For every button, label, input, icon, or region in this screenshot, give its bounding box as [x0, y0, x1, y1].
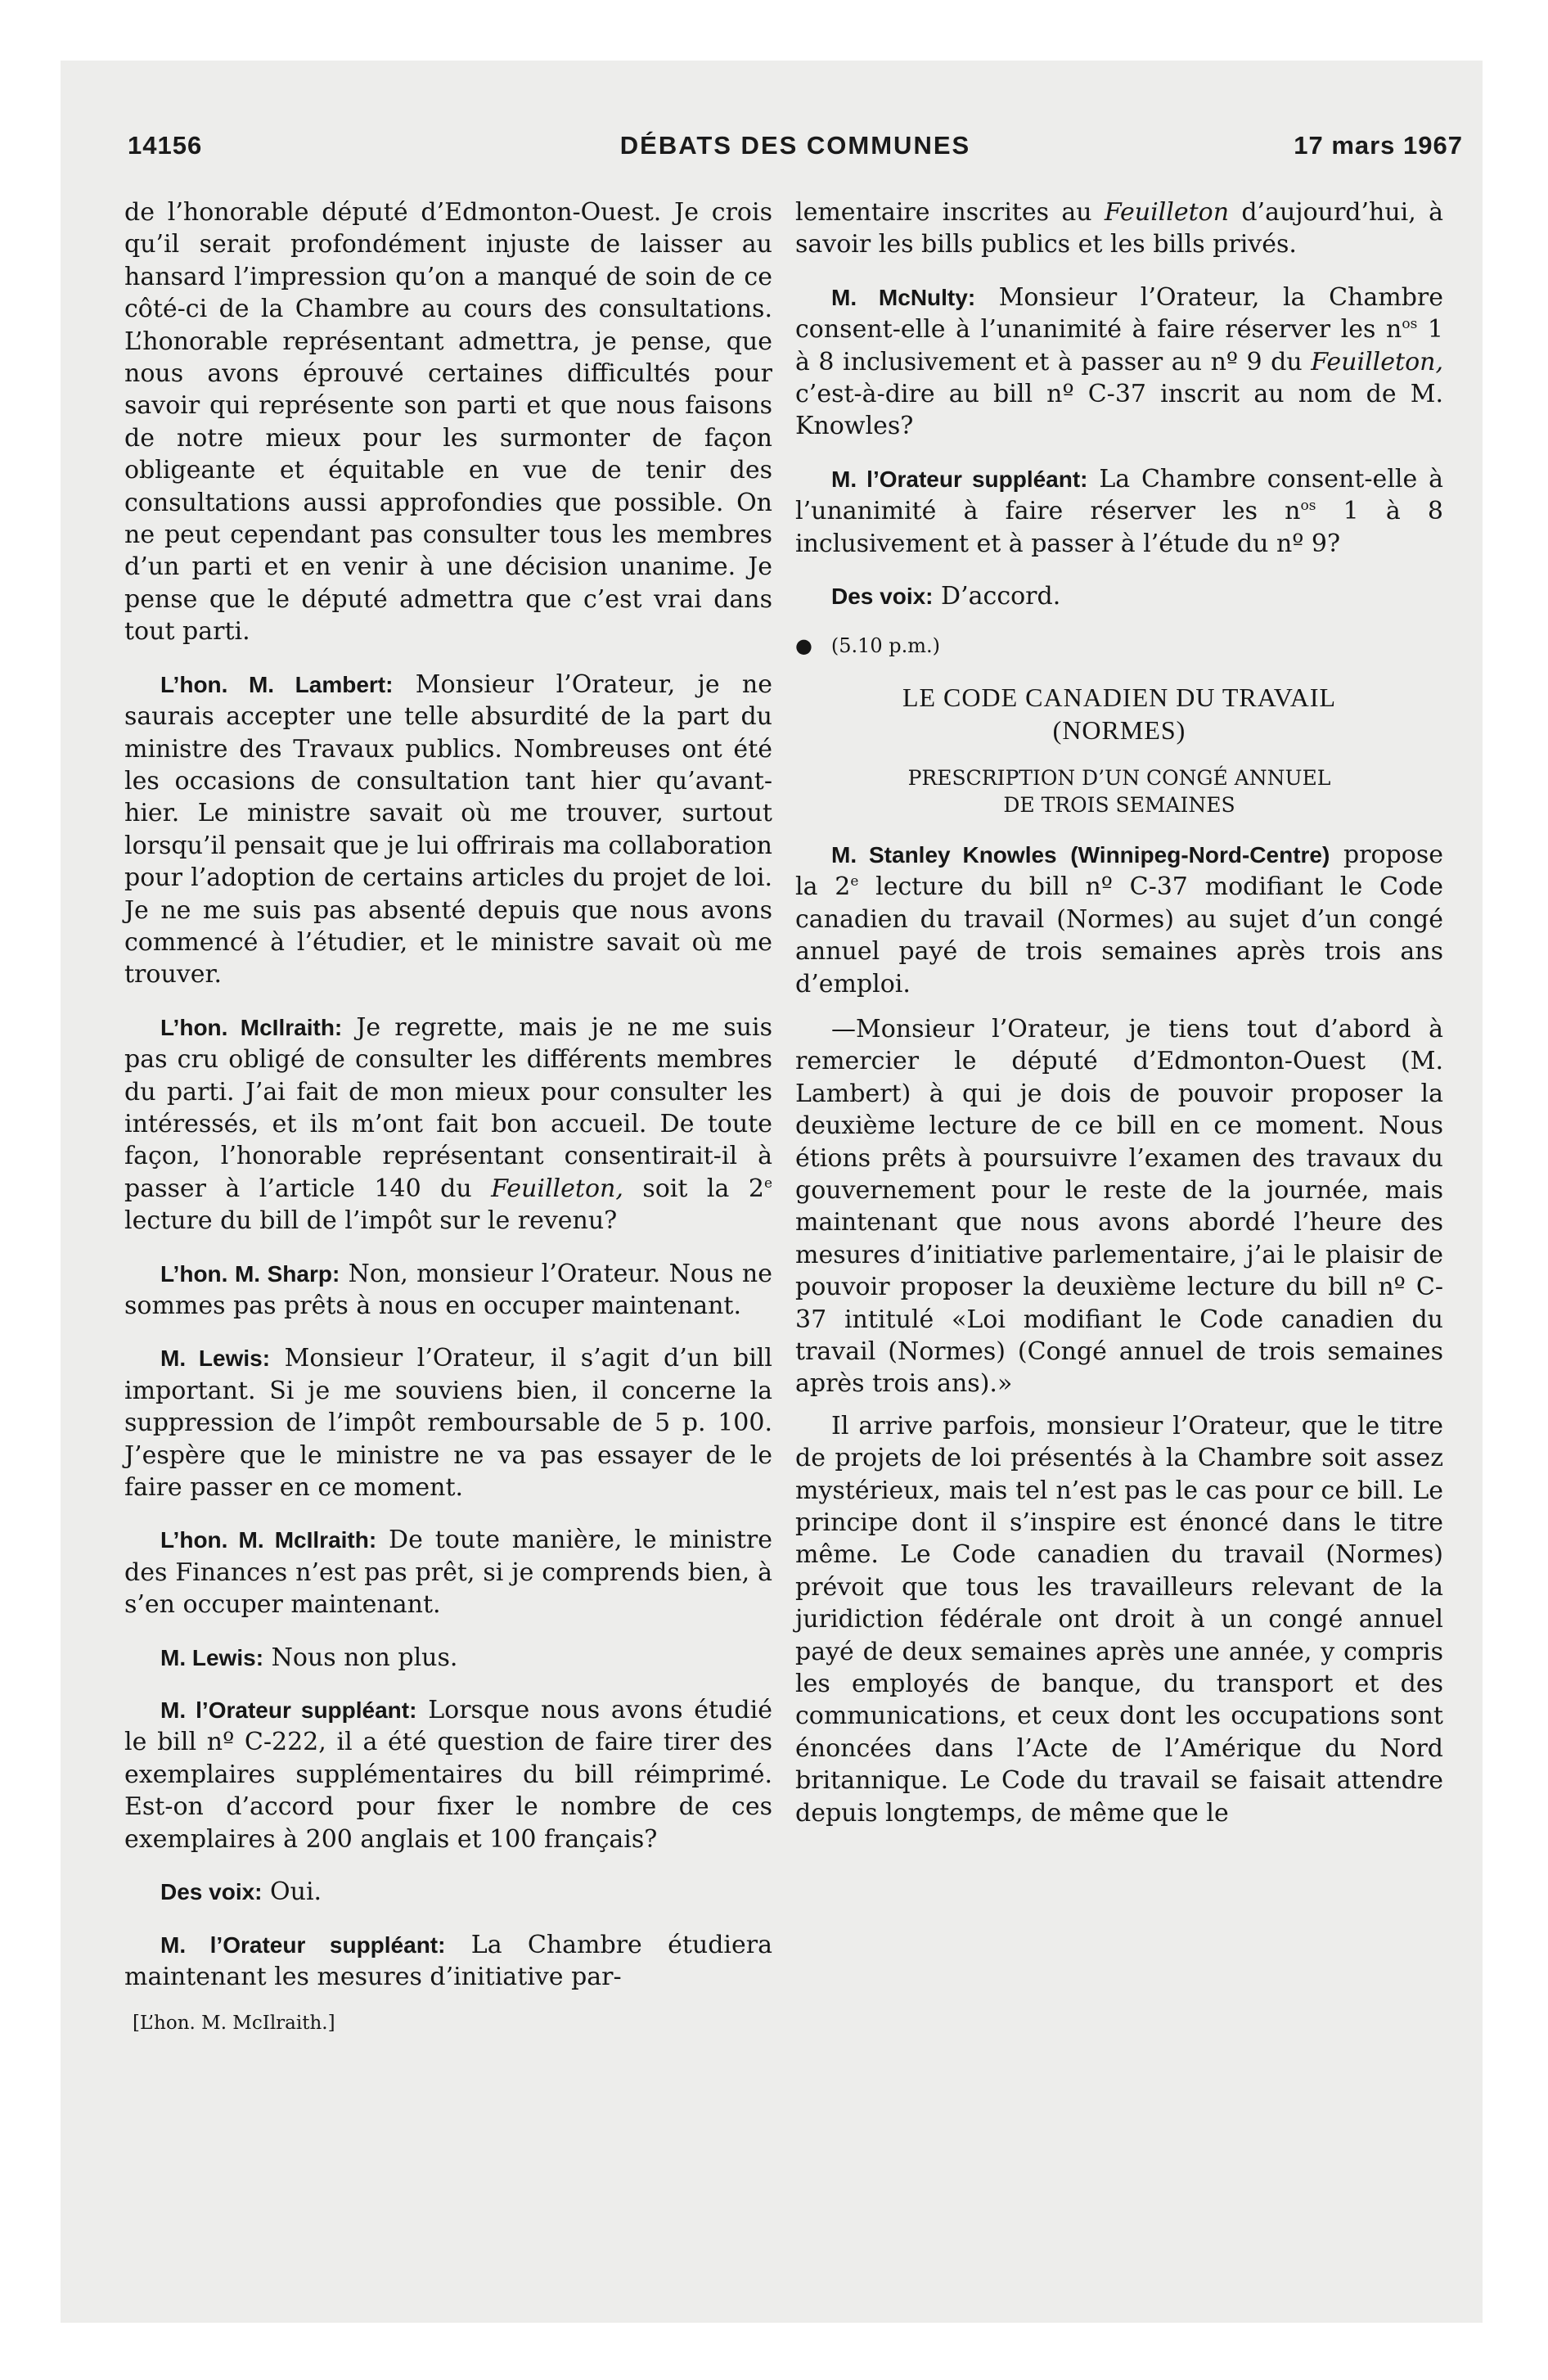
speech-text: Oui.	[270, 1877, 322, 1907]
heading-line: (NORMES)	[1052, 714, 1186, 745]
section-heading	[795, 681, 1443, 746]
page-date: 17 mars 1967	[1294, 131, 1463, 160]
paragraph	[124, 669, 772, 991]
text: lementaire inscrites au	[795, 198, 1105, 227]
speaker-name: L’hon. M. McIlraith:	[160, 1527, 377, 1553]
speech-text: De toute manière, le ministre des Finances n’est pas prêt, si je comprends bien, à s’en occuper maintenant.	[124, 1526, 773, 1620]
speech-text: propose la 2	[795, 840, 1443, 902]
text: d’aujourd’hui, à savoir les bills publics et les bills privés.	[795, 198, 1443, 259]
speaker-name: Des voix:	[831, 584, 934, 610]
speech-text: Monsieur l’Orateur, la Chambre consent-elle à l’unanimité à faire réserver les n	[795, 282, 1443, 345]
left-column	[124, 196, 772, 2040]
time-marker	[795, 630, 1443, 662]
speaker-footnote: [L’hon. M. McIlraith.]	[133, 2013, 335, 2035]
paragraph	[795, 839, 1443, 1000]
speaker-name: Des voix:	[160, 1879, 263, 1905]
speech-text: Nous non plus.	[271, 1643, 458, 1672]
speech-text: La Chambre consent-elle à l’unanimité à faire réserver les n	[795, 464, 1443, 526]
paragraph	[795, 282, 1443, 443]
italic-text: Feuilleton	[1104, 198, 1230, 227]
paragraph: —Monsieur l’Orateur, je tiens tout d’abord à remercier le député d’Edmonton-Ouest (M. Lambert) à qui je dois de pouvoir proposer la deuxième lecture de ce bill en ce moment. Nous étions prêts à poursuivre l’examen des travaux du gouvernement pour le reste de la journée, mais maintenant que nous avons abordé l’heure des mesures d’initiative parlementaire, j’ai le plaisir de pouvoir proposer la deuxième lecture du bill nº C-37 intitulé «Loi modifiant le Code canadien du travail (Normes) (Congé annuel de trois semaines après trois ans).»	[795, 1014, 1443, 1399]
speaker-riding: (Winnipeg-Nord-Centre)	[1070, 841, 1330, 868]
section-subheading	[795, 764, 1443, 818]
paragraph: de l’honorable député d’Edmonton-Ouest. Je crois qu’il serait profondément injuste de laisser au hansard l’impression qu’on a manqué de soin de ce côté-ci de la Chambre au cours des consultations. L’honorable représentant admettra, je pense, que nous avons éprouvé certaines difficultés pour savoir qui représente son parti et que nous faisons de notre mieux pour les surmonter de façon obligeante et équitable en vue de tenir des consultations aussi approfondies que possible. On ne peut cependant pas consulter tous les membres d’un parti et en venir à une décision unanime. Je pense que le député admettra que c’est vrai dans tout parti.	[124, 198, 772, 647]
publication-title: DÉBATS DES COMMUNES	[619, 131, 971, 160]
speech-text: Monsieur l’Orateur, il s’agit d’un bill important. Si je me souviens bien, il concerne la suppression de l’impôt remboursable de 5 p. 100. J’espère que le ministre ne va pas essayer de le faire passer en ce moment.	[124, 1344, 773, 1503]
speech-text: La Chambre étudiera maintenant les mesures d’initiative par-	[124, 1930, 772, 1991]
speaker-name: L’hon. McIlraith:	[160, 1014, 343, 1040]
paragraph	[124, 1929, 772, 1994]
paragraph	[795, 196, 1443, 261]
paragraph	[124, 1524, 772, 1620]
speech-text: Lorsque nous avons étudié le bill nº C-222, il a été question de faire tirer des exemplaires supplémentaires du bill réimprimé. Est-on d’accord pour fixer le nombre de ces exemplaires à 200 anglais et 100 français?	[124, 1696, 772, 1854]
time-stamp: (5.10 p.m.)	[830, 634, 941, 658]
superscript: e	[763, 1174, 772, 1192]
speaker-name: M. l’Orateur suppléant:	[160, 1931, 446, 1958]
paragraph	[124, 1342, 772, 1503]
paragraph	[124, 1642, 772, 1674]
italic-text: Feuilleton,	[491, 1174, 623, 1203]
italic-text: Feuilleton,	[1311, 347, 1443, 376]
speech-text: lecture du bill de l’impôt sur le revenu?	[124, 1206, 618, 1236]
paragraph: Il arrive parfois, monsieur l’Orateur, que le titre de projets de loi présentés à la Chambre soit assez mystérieux, mais tel n’est pas le cas pour ce bill. Le principe dont il s’inspire est énoncé dans le titre même. Le Code canadien du travail (Normes) prévoit que tous les travailleurs relevant de la juridiction fédérale ont droit à un congé annuel payé de deux semaines après une année, y compris les employés de banque, du transport et des communications, et ceux dont les occupations sont énoncées dans l’Acte de l’Amérique du Nord britannique. Le Code du travail se faisait attendre depuis longtemps, de même que le	[795, 1411, 1443, 1828]
speaker-name: M. Lewis:	[160, 1644, 264, 1670]
speech-text: Non, monsieur l’Orateur. Nous ne sommes pas prêts à nous en occuper maintenant.	[124, 1259, 772, 1320]
speaker-name: M. Lewis:	[160, 1346, 271, 1372]
subheading-line: DE TROIS SEMAINES	[1003, 792, 1235, 817]
speaker-name: M. McNulty:	[831, 284, 976, 310]
speaker-name: L’hon. M. Sharp:	[160, 1260, 340, 1287]
speech-text: Je regrette, mais je ne me suis pas cru obligé de consulter les différents membres du parti. J’ai fait de mon mieux pour consulter les intéressés, et ils m’ont fait bon accueil. De toute façon, l’honorable représentant consentirait-il à passer à l’article 140 du	[124, 1012, 772, 1203]
speaker-name: M. l’Orateur suppléant:	[831, 466, 1088, 492]
paragraph	[124, 1694, 772, 1855]
paragraph	[795, 580, 1443, 612]
right-column	[795, 196, 1443, 1829]
speech-text: 1 à 8 inclusivement et à passer à l’étude du nº 9?	[795, 497, 1443, 558]
paragraph	[124, 1876, 772, 1908]
heading-line: LE CODE CANADIEN DU TRAVAIL	[902, 682, 1337, 712]
paragraph	[124, 1012, 772, 1237]
speech-text: Monsieur l’Orateur, je ne saurais accepter une telle absurdité de la part du ministre des Travaux publics. Nombreuses ont été les occasions de consultation tant hier qu’avant-hier. Le ministre savait où me trouver, surtout lorsqu’il pensait que je lui offrirais ma collaboration pour l’adoption de certains articles du projet de loi. Je ne me suis pas absenté depuis que nous avons commencé à l’étudier, et le ministre savait où me trouver.	[124, 669, 772, 989]
speech-text: c’est-à-dire au bill nº C-37 inscrit au nom de M. Knowles?	[795, 380, 1443, 441]
subheading-line: PRESCRIPTION D’UN CONGÉ ANNUEL	[907, 765, 1331, 790]
speaker-name: M. Stanley Knowles	[831, 841, 1057, 868]
speech-text: D’accord.	[941, 582, 1061, 611]
page-number: 14156	[128, 131, 203, 160]
superscript: os	[1402, 316, 1418, 333]
speaker-name: M. l’Orateur suppléant:	[160, 1697, 417, 1724]
speech-text: lecture du bill nº C-37 modifiant le Code canadien du travail (Normes) au sujet d’un congé annuel payé de trois semaines après trois ans d’emploi.	[795, 872, 1443, 998]
speech-text: soit la 2	[623, 1174, 764, 1203]
speech-text: 1 à 8 inclusivement et à passer au nº 9 du	[795, 315, 1444, 376]
superscript: e	[850, 873, 859, 890]
paragraph	[124, 1258, 772, 1323]
speaker-name: L’hon. M. Lambert:	[160, 671, 394, 697]
bullet-icon: ●	[795, 634, 812, 658]
paragraph	[795, 463, 1443, 560]
superscript: os	[1300, 498, 1316, 515]
page-header	[128, 131, 1463, 170]
